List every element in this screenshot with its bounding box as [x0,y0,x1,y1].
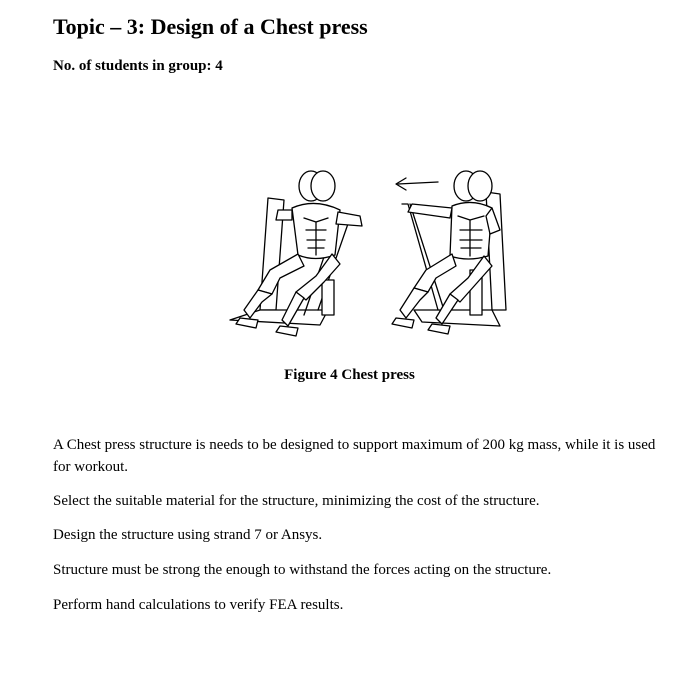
figure-caption: Figure 4 Chest press [284,367,415,383]
paragraph-hand-calcs: Perform hand calculations to verify FEA results. [53,597,344,613]
chest-press-illustration [200,160,530,360]
paragraph-software: Design the structure using strand 7 or Ansys. [53,527,323,543]
paragraph-requirement: A Chest press structure is needs to be designed to support maximum of 200 kg mass, while it is used for workout. [53,437,656,475]
group-size-line: No. of students in group: 4 [53,58,223,74]
paragraph-material: Select the suitable material for the structure, minimizing the cost of the structure. [53,493,540,509]
document-title: Topic – 3: Design of a Chest press [53,14,368,39]
paragraph-strength: Structure must be strong the enough to withstand the forces acting on the structure. [53,562,552,578]
push-direction-arrow [396,178,438,190]
